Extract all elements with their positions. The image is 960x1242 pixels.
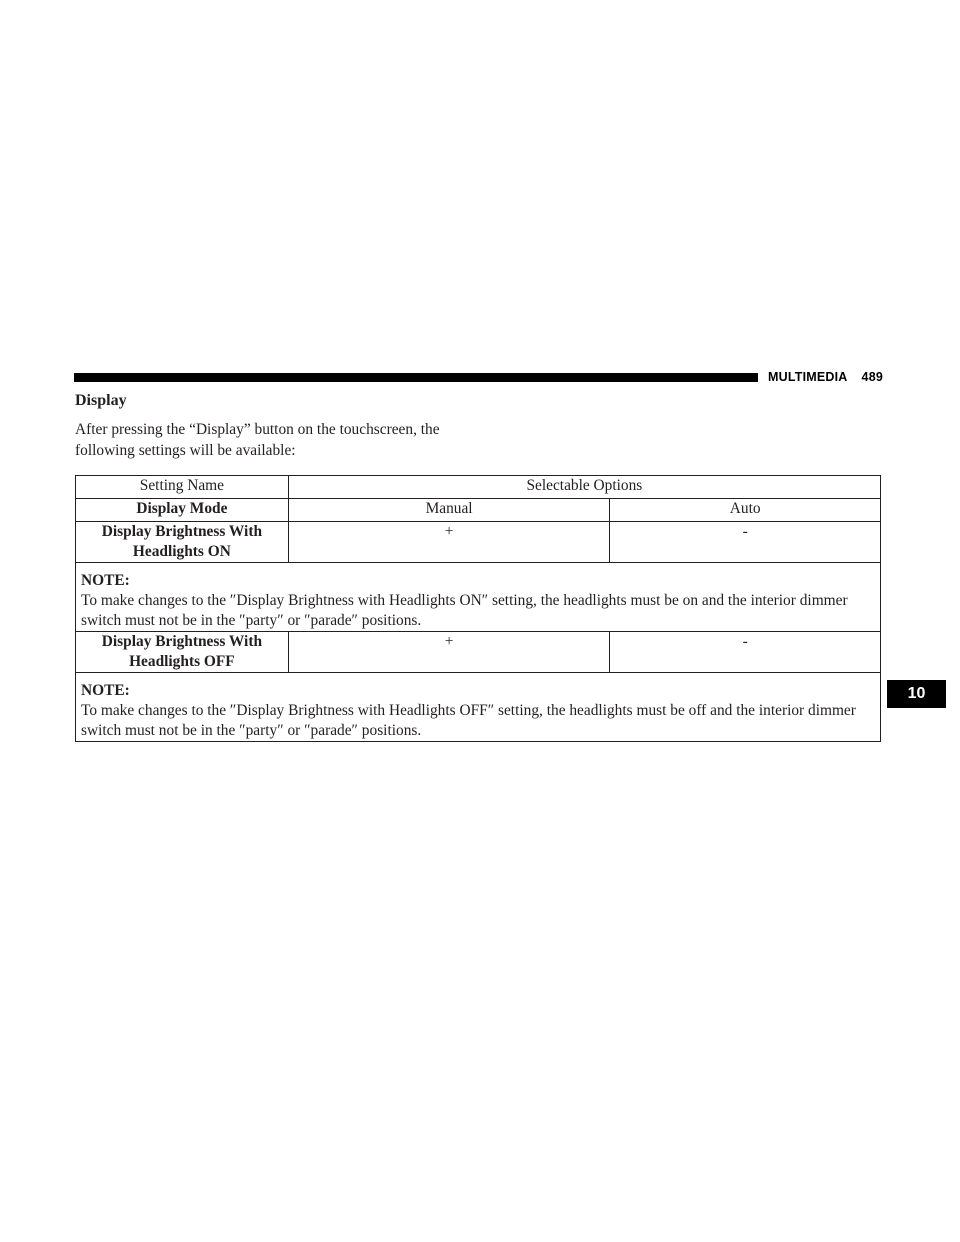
note-label: NOTE: <box>81 682 130 699</box>
settings-table <box>75 475 881 742</box>
note-cell <box>76 673 881 742</box>
table-header-row <box>76 476 881 499</box>
section-title: Display <box>75 392 127 409</box>
option-cell: + <box>288 522 610 563</box>
note-row <box>76 673 881 742</box>
table-row <box>76 632 881 673</box>
setting-name-cell: Display Brightness With Headlights OFF <box>76 632 289 673</box>
note-row <box>76 563 881 632</box>
option-cell: - <box>610 522 881 563</box>
header-rule <box>74 373 758 382</box>
option-cell: Manual <box>288 499 610 522</box>
note-cell <box>76 563 881 632</box>
option-cell: + <box>288 632 610 673</box>
table-row <box>76 499 881 522</box>
header-setting-name: Setting Name <box>76 476 289 499</box>
intro-paragraph: After pressing the “Display” button on the touchscreen, the following settings will be available: <box>75 421 440 459</box>
option-cell: - <box>610 632 881 673</box>
chapter-tab: 10 <box>887 680 946 708</box>
running-header <box>768 369 883 385</box>
setting-name-cell: Display Brightness With Headlights ON <box>76 522 289 563</box>
note-text: To make changes to the ″Display Brightness with Headlights OFF″ setting, the headlights must be off and the interior dimmer switch must not be in the ″party″ or ″parade″ positions. <box>81 702 856 739</box>
page-number: 489 <box>861 370 884 384</box>
section-name: MULTIMEDIA <box>768 370 848 384</box>
table-row <box>76 522 881 563</box>
option-cell: Auto <box>610 499 881 522</box>
setting-name-cell: Display Mode <box>76 499 289 522</box>
note-text: To make changes to the ″Display Brightness with Headlights ON″ setting, the headlights must be on and the interior dimmer switch must not be in the ″party″ or ″parade″ positions. <box>81 592 848 629</box>
note-label: NOTE: <box>81 572 130 589</box>
header-selectable-options: Selectable Options <box>288 476 880 499</box>
